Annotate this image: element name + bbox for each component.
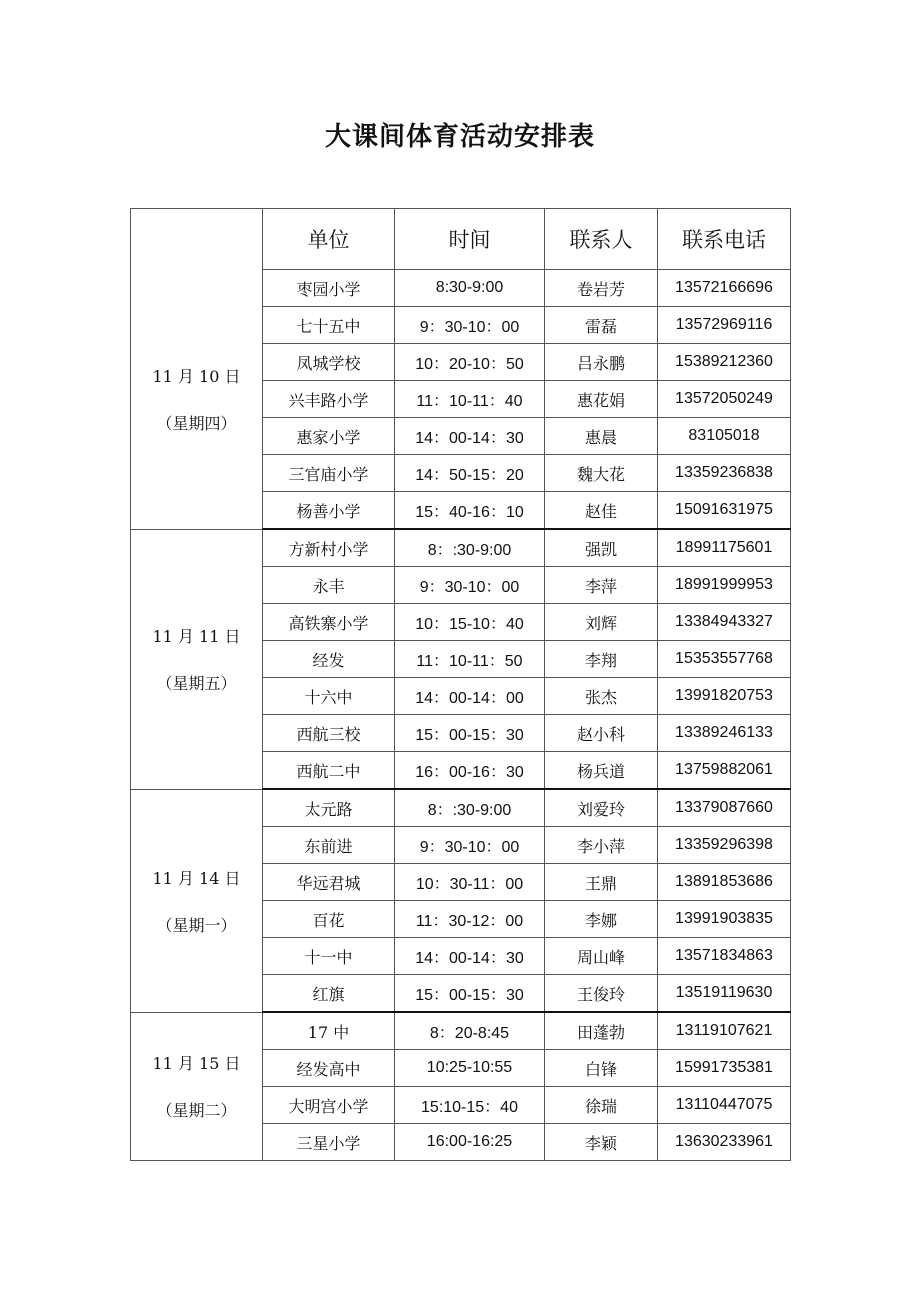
unit-cell: 凤城学校 — [263, 344, 395, 381]
table-row — [131, 1012, 791, 1050]
schedule-table — [130, 208, 791, 1161]
time-cell: 15：00-15：30 — [395, 975, 545, 1013]
day-cell — [131, 789, 263, 1012]
contact-cell: 王俊玲 — [545, 975, 658, 1013]
time-cell: 14：00-14：30 — [395, 938, 545, 975]
unit-cell: 惠家小学 — [263, 418, 395, 455]
phone-cell: 18991175601 — [658, 529, 791, 567]
time-cell: 10：30-11：00 — [395, 864, 545, 901]
table-row — [131, 270, 791, 307]
time-cell: 11：10-11：40 — [395, 381, 545, 418]
header-date-corner — [131, 209, 263, 270]
time-cell: 11：30-12：00 — [395, 901, 545, 938]
contact-cell: 李萍 — [545, 567, 658, 604]
phone-cell: 15389212360 — [658, 344, 791, 381]
phone-cell: 15353557768 — [658, 641, 791, 678]
contact-cell: 李颖 — [545, 1124, 658, 1161]
phone-cell: 13571834863 — [658, 938, 791, 975]
day-weekday: （星期四） — [156, 414, 237, 434]
header-contact: 联系人 — [545, 209, 658, 270]
unit-cell: 经发高中 — [263, 1050, 395, 1087]
header-unit: 单位 — [263, 209, 395, 270]
phone-cell: 13384943327 — [658, 604, 791, 641]
day-date: 11 月 11 日 — [152, 627, 241, 646]
contact-cell: 张杰 — [545, 678, 658, 715]
day-weekday: （星期五） — [156, 674, 237, 693]
phone-cell: 13572166696 — [658, 270, 791, 307]
contact-cell: 雷磊 — [545, 307, 658, 344]
contact-cell: 吕永鹏 — [545, 344, 658, 381]
contact-cell: 赵小科 — [545, 715, 658, 752]
phone-cell: 13389246133 — [658, 715, 791, 752]
phone-cell: 13119107621 — [658, 1012, 791, 1050]
contact-cell: 刘爱玲 — [545, 789, 658, 827]
contact-cell: 魏大花 — [545, 455, 658, 492]
day-date: 11 月 15 日 — [152, 1054, 241, 1074]
phone-cell: 13519119630 — [658, 975, 791, 1013]
contact-cell: 惠花娟 — [545, 381, 658, 418]
header-time: 时间 — [395, 209, 545, 270]
time-cell: 15:10-15：40 — [395, 1087, 545, 1124]
day-cell — [131, 529, 263, 789]
time-cell: 10：15-10：40 — [395, 604, 545, 641]
phone-cell: 13379087660 — [658, 789, 791, 827]
contact-cell: 周山峰 — [545, 938, 658, 975]
phone-cell: 83105018 — [658, 418, 791, 455]
phone-cell: 13572969116 — [658, 307, 791, 344]
time-cell: 14：50-15：20 — [395, 455, 545, 492]
unit-cell: 三官庙小学 — [263, 455, 395, 492]
unit-cell: 永丰 — [263, 567, 395, 604]
contact-cell: 王鼎 — [545, 864, 658, 901]
table-row — [131, 789, 791, 827]
day-weekday: （星期二） — [156, 1101, 237, 1121]
unit-cell: 百花 — [263, 901, 395, 938]
time-cell: 15：40-16：10 — [395, 492, 545, 530]
unit-cell: 兴丰路小学 — [263, 381, 395, 418]
phone-cell: 13991820753 — [658, 678, 791, 715]
header-phone: 联系电话 — [658, 209, 791, 270]
contact-cell: 卷岩芳 — [545, 270, 658, 307]
phone-cell: 15091631975 — [658, 492, 791, 530]
phone-cell: 13359236838 — [658, 455, 791, 492]
unit-cell: 七十五中 — [263, 307, 395, 344]
phone-cell: 13891853686 — [658, 864, 791, 901]
phone-cell: 13110447075 — [658, 1087, 791, 1124]
contact-cell: 杨兵道 — [545, 752, 658, 790]
day-cell — [131, 270, 263, 530]
phone-cell: 13359296398 — [658, 827, 791, 864]
unit-cell: 太元路 — [263, 789, 395, 827]
contact-cell: 李小萍 — [545, 827, 658, 864]
contact-cell: 李娜 — [545, 901, 658, 938]
time-cell: 16:00-16:25 — [395, 1124, 545, 1161]
page-title: 大课间体育活动安排表 — [324, 122, 595, 152]
contact-cell: 李翔 — [545, 641, 658, 678]
phone-cell: 13630233961 — [658, 1124, 791, 1161]
unit-cell: 东前进 — [263, 827, 395, 864]
contact-cell: 刘辉 — [545, 604, 658, 641]
schedule-body — [131, 270, 791, 1161]
unit-cell: 经发 — [263, 641, 395, 678]
unit-cell: 十六中 — [263, 678, 395, 715]
time-cell: 10:25-10:55 — [395, 1050, 545, 1087]
unit-cell: 高铁寨小学 — [263, 604, 395, 641]
phone-cell: 18991999953 — [658, 567, 791, 604]
day-date: 11 月 10 日 — [152, 367, 241, 387]
unit-cell: 杨善小学 — [263, 492, 395, 530]
time-cell: 9：30-10：00 — [395, 567, 545, 604]
unit-cell: 枣园小学 — [263, 270, 395, 307]
unit-cell: 十一中 — [263, 938, 395, 975]
unit-cell: 西航二中 — [263, 752, 395, 790]
phone-cell: 15991735381 — [658, 1050, 791, 1087]
table-row — [131, 529, 791, 567]
phone-cell: 13991903835 — [658, 901, 791, 938]
time-cell: 10：20-10：50 — [395, 344, 545, 381]
header-row — [131, 209, 791, 270]
day-date: 11 月 14 日 — [152, 868, 241, 888]
phone-cell: 13572050249 — [658, 381, 791, 418]
unit-cell: 17 中 — [263, 1012, 395, 1050]
unit-cell: 红旗 — [263, 975, 395, 1013]
contact-cell: 徐瑞 — [545, 1087, 658, 1124]
contact-cell: 赵佳 — [545, 492, 658, 530]
time-cell: 14：00-14：00 — [395, 678, 545, 715]
unit-cell: 三星小学 — [263, 1124, 395, 1161]
time-cell: 9：30-10：00 — [395, 827, 545, 864]
day-weekday: （星期一） — [156, 915, 237, 935]
unit-cell: 华远君城 — [263, 864, 395, 901]
time-cell: 8：:30-9:00 — [395, 529, 545, 567]
contact-cell: 强凯 — [545, 529, 658, 567]
time-cell: 14：00-14：30 — [395, 418, 545, 455]
time-cell: 9：30-10：00 — [395, 307, 545, 344]
time-cell: 11：10-11：50 — [395, 641, 545, 678]
unit-cell: 方新村小学 — [263, 529, 395, 567]
contact-cell: 惠晨 — [545, 418, 658, 455]
time-cell: 16：00-16：30 — [395, 752, 545, 790]
time-cell: 15：00-15：30 — [395, 715, 545, 752]
unit-cell: 西航三校 — [263, 715, 395, 752]
time-cell: 8:30-9:00 — [395, 270, 545, 307]
time-cell: 8：:30-9:00 — [395, 789, 545, 827]
time-cell: 8：20-8:45 — [395, 1012, 545, 1050]
contact-cell: 白锋 — [545, 1050, 658, 1087]
day-cell — [131, 1012, 263, 1161]
unit-cell: 大明宫小学 — [263, 1087, 395, 1124]
contact-cell: 田蓬勃 — [545, 1012, 658, 1050]
phone-cell: 13759882061 — [658, 752, 791, 790]
